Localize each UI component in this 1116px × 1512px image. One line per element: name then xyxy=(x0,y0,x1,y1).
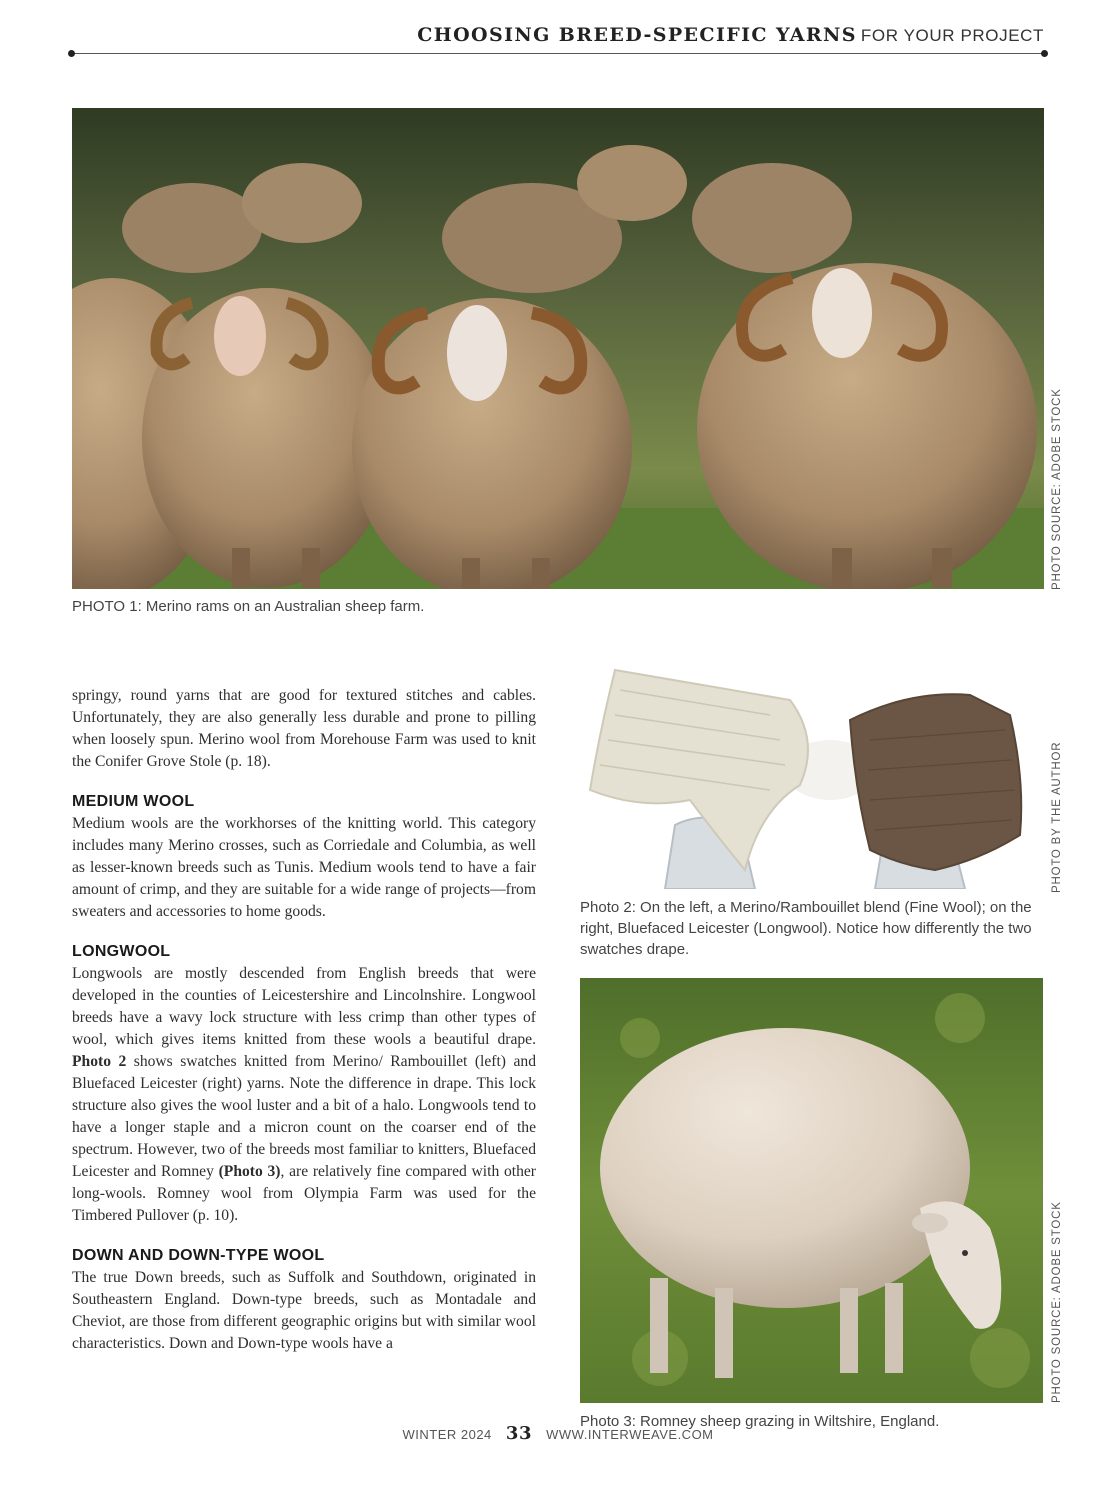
intro-paragraph: springy, round yarns that are good for textured stitches and cables. Unfortunately, they are also generally less durable and prone to pilling when loosely spun. Merino wool from Morehouse Farm was used to knit the Conifer Grove Stole (p. 18). xyxy=(72,687,536,770)
longwool-heading: LONGWOOL xyxy=(72,943,171,960)
header-title: CHOOSING BREED-SPECIFIC YARNS xyxy=(417,24,857,46)
photo2-reference: Photo 2 xyxy=(72,1053,127,1070)
photo3-reference: (Photo 3) xyxy=(218,1163,281,1180)
longwool-paragraph xyxy=(72,963,536,1227)
medium-wool-paragraph: Medium wools are the workhorses of the knitting world. This category includes many Merino crosses, such as Corriedale and Columbia, as well as lesser-known breeds such as Tunis. Medium wools tend to have a fair amount of crimp, and they are suitable for a wide range of projects—from sweaters and accessories to home goods. xyxy=(72,815,536,920)
header-subtitle: FOR YOUR PROJECT xyxy=(860,26,1044,45)
article-body xyxy=(72,685,536,1355)
rule-dot-right xyxy=(1041,50,1048,57)
longwool-text-a: Longwools are mostly descended from English breeds that were developed in the counties of Leicestershire and Lincolnshire. Longwool breeds have a wavy lock structure with less crimp than other types of wool, which gives items knitted from these wools a beautiful drape. xyxy=(72,965,536,1048)
header-rule xyxy=(72,53,1044,54)
photo1-credit: PHOTO SOURCE: ADOBE STOCK xyxy=(1051,388,1063,590)
longwool-text-c: , are relatively fine compared with other long-wools. Romney wool from Olympia Farm was used for the Timbered Pullover (p. 10). xyxy=(72,1163,536,1224)
photo2-caption: Photo 2: On the left, a Merino/Rambouillet blend (Fine Wool); on the right, Bluefaced Leicester (Longwool). Notice how differently the two swatches drape. xyxy=(580,899,1032,958)
running-header xyxy=(72,24,1044,54)
down-wool-paragraph: The true Down breeds, such as Suffolk and Southdown, originated in Southeastern England. Down-type breeds, such as Montadale and Cheviot, are those from different geographic origins but with similar wool characteristics. Down and Down-type wools have a xyxy=(72,1269,536,1352)
longwool-text-b: shows swatches knitted from Merino/ Rambouillet (left) and Bluefaced Leicester (right) yarns. Note the difference in drape. This lock structure also gives the wool luster and a bit of a halo. Longwools tend to have a longer staple and a micron count on the coarser end of the spectrum. However, two of the breeds most familiar to knitters, Bluefaced Leicester and Romney xyxy=(72,1053,536,1180)
photo2-credit: PHOTO BY THE AUTHOR xyxy=(1051,741,1063,893)
photo3-caption: Photo 3: Romney sheep grazing in Wiltshire, England. xyxy=(580,1413,940,1430)
rule-dot-left xyxy=(68,50,75,57)
photo-swatches xyxy=(580,660,1043,889)
page-footer xyxy=(0,1423,1116,1444)
photo-romney-sheep xyxy=(580,978,1043,1403)
photo1-caption: PHOTO 1: Merino rams on an Australian sheep farm. xyxy=(72,598,425,615)
medium-wool-heading: MEDIUM WOOL xyxy=(72,793,195,810)
photo3-credit: PHOTO SOURCE: ADOBE STOCK xyxy=(1051,1201,1063,1403)
down-wool-heading: DOWN AND DOWN-TYPE WOOL xyxy=(72,1247,325,1264)
footer-website: WWW.INTERWEAVE.COM xyxy=(546,1427,714,1442)
page-number: 33 xyxy=(505,1423,532,1444)
photo-merino-rams xyxy=(72,108,1044,589)
footer-season: WINTER 2024 xyxy=(402,1427,492,1442)
